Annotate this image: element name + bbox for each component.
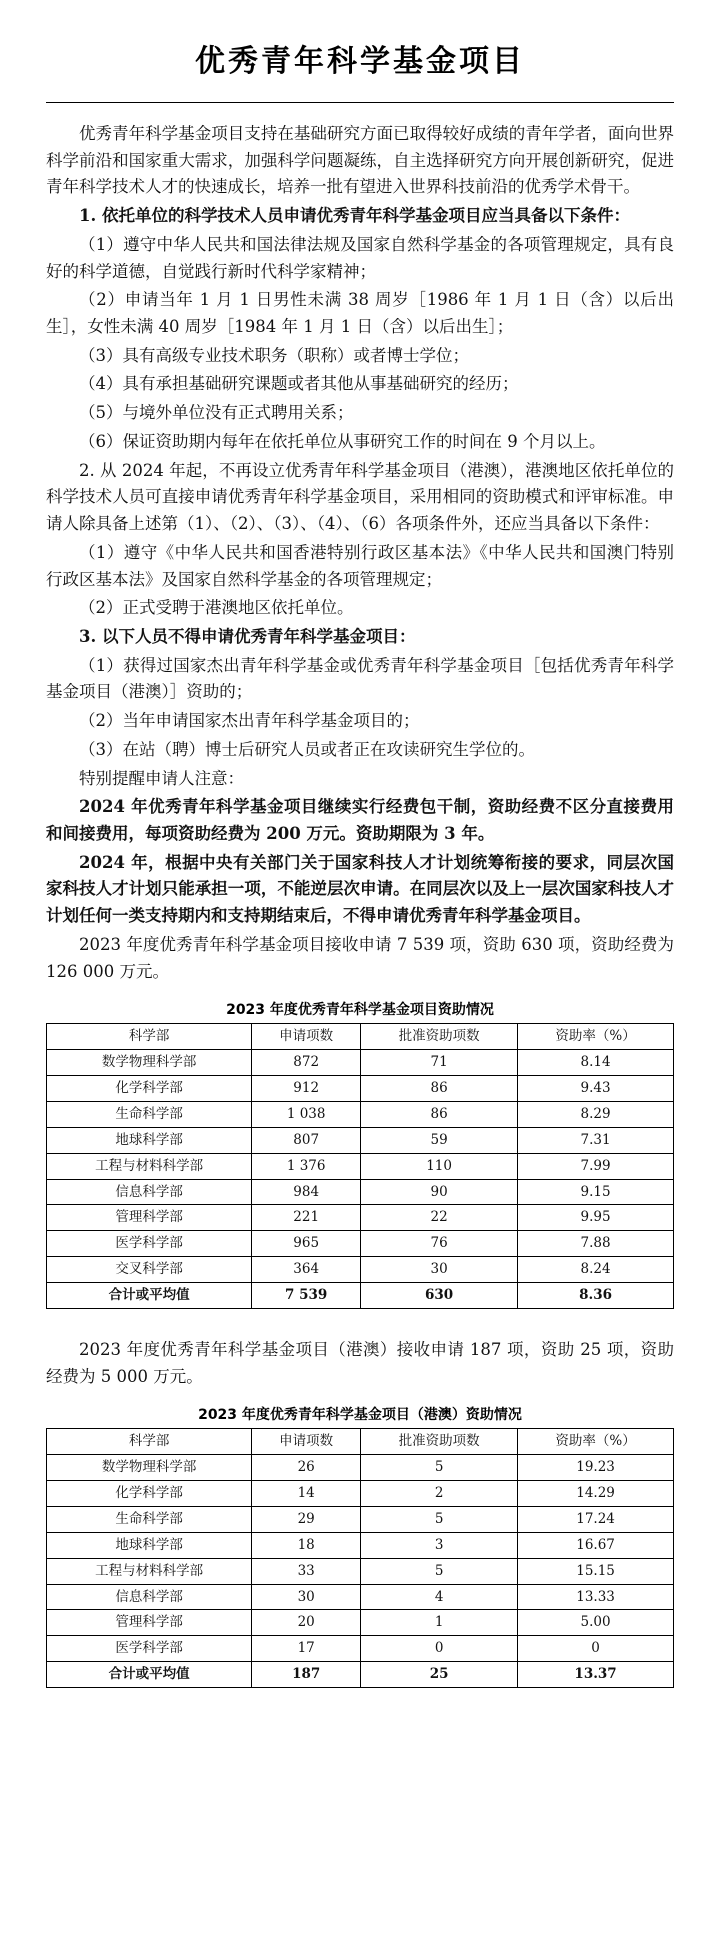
table-row [47, 1153, 674, 1179]
section-2-heading: 2. 从 2024 年起，不再设立优秀青年科学基金项目（港澳），港澳地区依托单位的科学技术人员可直接申请优秀青年科学基金项目，采用相同的资助模式和评审标准。申请人除具备上述第（1）、（2）、（3）、（4）、（6）各项条件外，还应当具备以下条件： [46, 460, 674, 534]
funding-table-2-caption: 2023 年度优秀青年科学基金项目（港澳）资助情况 [198, 1407, 522, 1424]
cell-total-label: 合计或平均值 [47, 1283, 252, 1309]
statistics-paragraph-1: 2023 年度优秀青年科学基金项目接收申请 7 539 项，资助 630 项，资助经费为 126 000 万元。 [46, 934, 674, 981]
cell-rate: 14.29 [518, 1481, 674, 1507]
table-row [47, 1532, 674, 1558]
table-row [47, 1636, 674, 1662]
cell-department: 管理科学部 [47, 1205, 252, 1231]
cell-department: 地球科学部 [47, 1127, 252, 1153]
cell-rate: 13.33 [518, 1584, 674, 1610]
cell-rate: 17.24 [518, 1506, 674, 1532]
column-header-applications: 申请项数 [252, 1024, 361, 1050]
table-row [47, 1179, 674, 1205]
notice-paragraph-2: 2024 年，根据中央有关部门关于国家科技人才计划统筹衔接的要求，同层次国家科技人才计划只能承担一项，不能逆层次申请。在同层次以及上一层次国家科技人才计划任何一类支持期内和支持期结束后，不得申请优秀青年科学基金项目。 [46, 852, 674, 926]
table-total-row [47, 1662, 674, 1688]
cell-rate: 7.31 [518, 1127, 674, 1153]
section-3-heading: 3. 以下人员不得申请优秀青年科学基金项目： [79, 626, 416, 646]
cell-department: 管理科学部 [47, 1610, 252, 1636]
cell-applications: 1 376 [252, 1153, 361, 1179]
paragraph-intro: 优秀青年科学基金项目支持在基础研究方面已取得较好成绩的青年学者，面向世界科学前沿和国家重大需求，加强科学问题凝练，自主选择研究方向开展创新研究，促进青年科学技术人才的快速成长，培养一批有望进入世界科技前沿的优秀学术骨干。 [46, 124, 674, 197]
cell-department: 化学科学部 [47, 1076, 252, 1102]
cell-rate: 7.99 [518, 1153, 674, 1179]
cell-applications: 30 [252, 1584, 361, 1610]
cell-total-approved: 25 [361, 1662, 518, 1688]
cell-department: 地球科学部 [47, 1532, 252, 1558]
cell-approved: 5 [361, 1455, 518, 1481]
cell-approved: 30 [361, 1257, 518, 1283]
section-spacer [46, 1319, 674, 1337]
cell-department: 交叉科学部 [47, 1257, 252, 1283]
table-row [47, 1050, 674, 1076]
cell-total-approved: 630 [361, 1283, 518, 1309]
table-header-row [47, 1429, 674, 1455]
cell-applications: 984 [252, 1179, 361, 1205]
funding-table-1-wrapper [46, 999, 674, 1309]
column-header-department: 科学部 [47, 1024, 252, 1050]
title-divider [46, 102, 674, 103]
table-row [47, 1455, 674, 1481]
cell-approved: 5 [361, 1558, 518, 1584]
cell-applications: 20 [252, 1610, 361, 1636]
cell-total-label: 合计或平均值 [47, 1662, 252, 1688]
cell-total-rate: 13.37 [518, 1662, 674, 1688]
section-1-heading: 1. 依托单位的科学技术人员申请优秀青年科学基金项目应当具备以下条件： [79, 206, 630, 226]
table-row [47, 1101, 674, 1127]
cell-rate: 8.14 [518, 1050, 674, 1076]
cell-department: 化学科学部 [47, 1481, 252, 1507]
cell-applications: 912 [252, 1076, 361, 1102]
cell-department: 数学物理科学部 [47, 1455, 252, 1481]
cell-approved: 0 [361, 1636, 518, 1662]
paragraph-1-2: （2）申请当年 1 月 1 日男性未满 38 周岁［1986 年 1 月 1 日（含）以后出生］，女性未满 40 周岁［1984 年 1 月 1 日（含）以后出生］； [46, 290, 674, 337]
statistics-paragraph-2: 2023 年度优秀青年科学基金项目（港澳）接收申请 187 项，资助 25 项，资助经费为 5 000 万元。 [46, 1339, 674, 1386]
cell-approved: 5 [361, 1506, 518, 1532]
cell-applications: 872 [252, 1050, 361, 1076]
cell-approved: 4 [361, 1584, 518, 1610]
cell-approved: 1 [361, 1610, 518, 1636]
table-row [47, 1205, 674, 1231]
page-title: 优秀青年科学基金项目 [195, 44, 525, 79]
cell-applications: 17 [252, 1636, 361, 1662]
column-header-department: 科学部 [47, 1429, 252, 1455]
cell-applications: 26 [252, 1455, 361, 1481]
funding-table-2 [46, 1428, 674, 1688]
table-row [47, 1558, 674, 1584]
cell-rate: 9.43 [518, 1076, 674, 1102]
cell-department: 信息科学部 [47, 1179, 252, 1205]
table-row [47, 1257, 674, 1283]
table-total-row [47, 1283, 674, 1309]
paragraph-1-5: （5）与境外单位没有正式聘用关系； [79, 403, 354, 423]
table-row [47, 1127, 674, 1153]
cell-department: 数学物理科学部 [47, 1050, 252, 1076]
cell-total-applications: 187 [252, 1662, 361, 1688]
cell-department: 医学科学部 [47, 1231, 252, 1257]
cell-rate: 8.24 [518, 1257, 674, 1283]
cell-department: 工程与材料科学部 [47, 1558, 252, 1584]
notice-paragraph-1: 2024 年优秀青年科学基金项目继续实行经费包干制，资助经费不区分直接费用和间接费用，每项资助经费为 200 万元。资助期限为 3 年。 [46, 797, 674, 843]
table-row [47, 1076, 674, 1102]
column-header-approved: 批准资助项数 [361, 1429, 518, 1455]
cell-department: 信息科学部 [47, 1584, 252, 1610]
paragraph-1-3: （3）具有高级专业技术职务（职称）或者博士学位； [79, 345, 469, 365]
cell-rate: 0 [518, 1636, 674, 1662]
table-row [47, 1506, 674, 1532]
cell-rate: 15.15 [518, 1558, 674, 1584]
cell-applications: 807 [252, 1127, 361, 1153]
table-header-row [47, 1024, 674, 1050]
table-row [47, 1610, 674, 1636]
cell-approved: 2 [361, 1481, 518, 1507]
cell-applications: 221 [252, 1205, 361, 1231]
paragraph-1-4: （4）具有承担基础研究课题或者其他从事基础研究的经历； [79, 374, 519, 394]
cell-department: 工程与材料科学部 [47, 1153, 252, 1179]
cell-approved: 110 [361, 1153, 518, 1179]
column-header-rate: 资助率（%） [518, 1429, 674, 1455]
paragraph-2-1: （1）遵守《中华人民共和国香港特别行政区基本法》《中华人民共和国澳门特别行政区基本法》及国家自然科学基金的各项管理规定； [46, 542, 674, 589]
notice-heading: 特别提醒申请人注意： [79, 768, 244, 788]
paragraph-3-2: （2）当年申请国家杰出青年科学基金项目的； [79, 711, 420, 731]
cell-approved: 86 [361, 1076, 518, 1102]
paragraph-3-3: （3）在站（聘）博士后研究人员或者正在攻读研究生学位的。 [79, 739, 535, 759]
cell-applications: 14 [252, 1481, 361, 1507]
cell-applications: 29 [252, 1506, 361, 1532]
cell-department: 医学科学部 [47, 1636, 252, 1662]
cell-rate: 8.29 [518, 1101, 674, 1127]
cell-applications: 33 [252, 1558, 361, 1584]
cell-total-rate: 8.36 [518, 1283, 674, 1309]
cell-applications: 965 [252, 1231, 361, 1257]
cell-approved: 90 [361, 1179, 518, 1205]
cell-rate: 7.88 [518, 1231, 674, 1257]
cell-approved: 59 [361, 1127, 518, 1153]
funding-table-1-caption: 2023 年度优秀青年科学基金项目资助情况 [226, 1002, 494, 1019]
cell-approved: 22 [361, 1205, 518, 1231]
funding-table-1 [46, 1023, 674, 1309]
table-row [47, 1231, 674, 1257]
paragraph-1-6: （6）保证资助期内每年在依托单位从事研究工作的时间在 9 个月以上。 [79, 431, 606, 451]
cell-approved: 3 [361, 1532, 518, 1558]
cell-applications: 364 [252, 1257, 361, 1283]
column-header-applications: 申请项数 [252, 1429, 361, 1455]
cell-applications: 1 038 [252, 1101, 361, 1127]
cell-total-applications: 7 539 [252, 1283, 361, 1309]
cell-approved: 86 [361, 1101, 518, 1127]
paragraph-2-2: （2）正式受聘于港澳地区依托单位。 [79, 598, 354, 618]
cell-rate: 19.23 [518, 1455, 674, 1481]
funding-table-2-wrapper [46, 1404, 674, 1688]
cell-approved: 76 [361, 1231, 518, 1257]
table-row [47, 1481, 674, 1507]
cell-approved: 71 [361, 1050, 518, 1076]
cell-department: 生命科学部 [47, 1101, 252, 1127]
cell-rate: 9.15 [518, 1179, 674, 1205]
cell-department: 生命科学部 [47, 1506, 252, 1532]
cell-rate: 5.00 [518, 1610, 674, 1636]
cell-applications: 18 [252, 1532, 361, 1558]
paragraph-3-1: （1）获得过国家杰出青年科学基金或优秀青年科学基金项目［包括优秀青年科学基金项目（港澳）］资助的； [46, 655, 674, 702]
cell-rate: 16.67 [518, 1532, 674, 1558]
column-header-rate: 资助率（%） [518, 1024, 674, 1050]
table-row [47, 1584, 674, 1610]
column-header-approved: 批准资助项数 [361, 1024, 518, 1050]
cell-rate: 9.95 [518, 1205, 674, 1231]
paragraph-1-1: （1）遵守中华人民共和国法律法规及国家自然科学基金的各项管理规定，具有良好的科学道德，自觉践行新时代科学家精神； [46, 234, 674, 281]
